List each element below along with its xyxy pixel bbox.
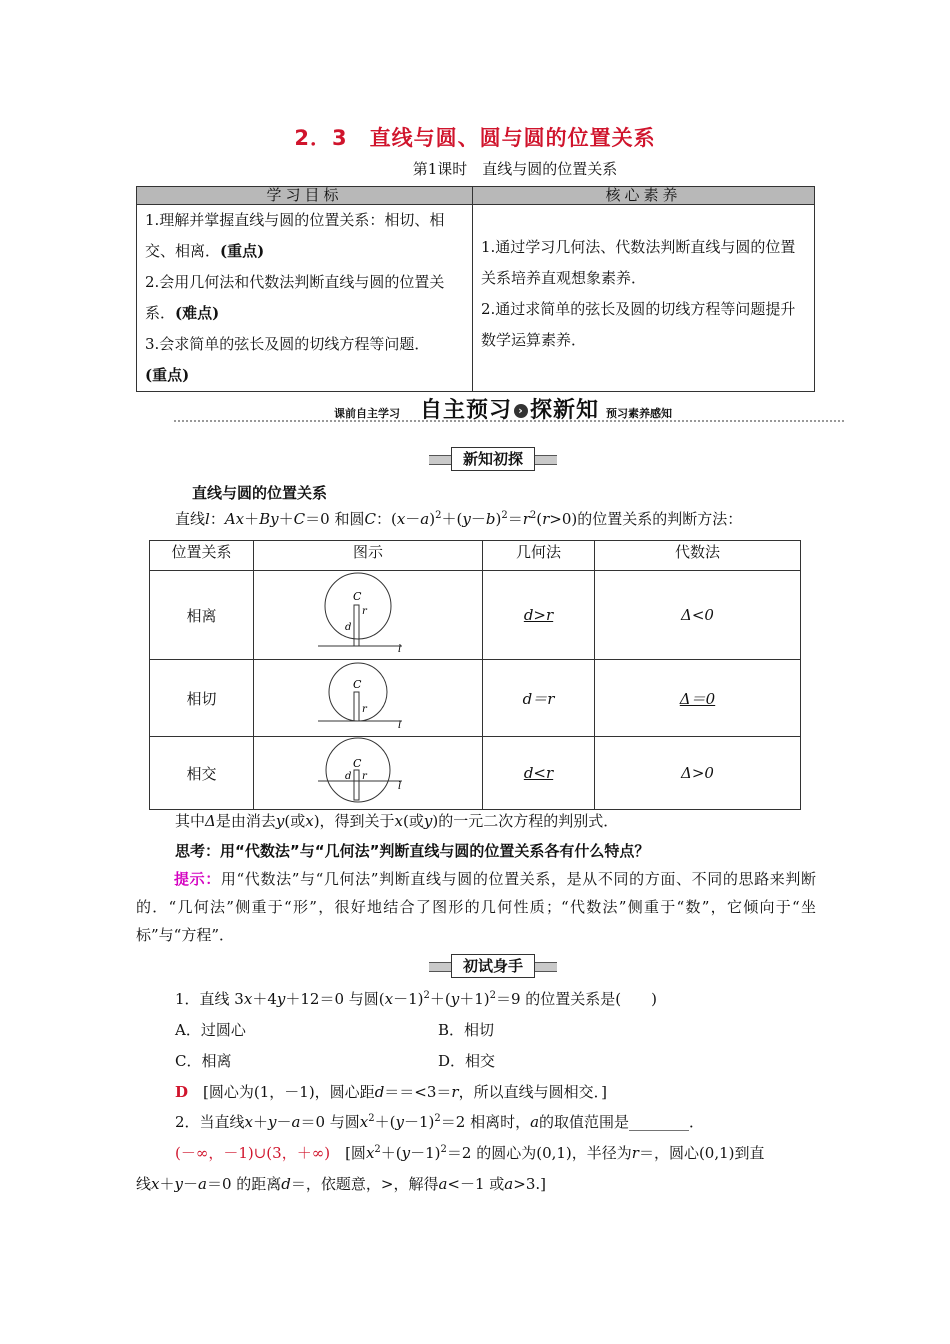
t: － bbox=[182, 1175, 198, 1193]
discriminant-note bbox=[175, 810, 618, 831]
t: r bbox=[522, 510, 530, 528]
label-c: C bbox=[353, 678, 362, 691]
goal-tag-1: (重点) bbox=[220, 242, 265, 260]
t: <－1 或 bbox=[447, 1175, 505, 1193]
t: － bbox=[405, 510, 421, 528]
label-l: l bbox=[398, 644, 402, 654]
t: r bbox=[631, 1144, 639, 1162]
goal-tag-3: (重点) bbox=[145, 366, 190, 384]
label-r: r bbox=[362, 771, 367, 782]
relation-tangent: 相切 bbox=[150, 660, 254, 737]
t: C bbox=[293, 510, 306, 528]
goals-left-cell bbox=[137, 205, 473, 392]
question-2-stem bbox=[175, 1111, 704, 1132]
t: )的一元二次方程的判别式． bbox=[432, 812, 619, 830]
t: Ax bbox=[224, 510, 245, 528]
t: (或 bbox=[284, 812, 306, 830]
t: 2 bbox=[489, 990, 496, 1001]
goal-item-2: 2.会用几何法和代数法判断直线与圆的位置关系． bbox=[145, 273, 445, 322]
t: d bbox=[374, 1083, 385, 1101]
t: 2 bbox=[368, 1113, 375, 1124]
geometric-intersect-text: d<r bbox=[523, 764, 554, 782]
t: ( bbox=[536, 510, 543, 528]
t: y bbox=[174, 1175, 183, 1193]
banner-main-text bbox=[420, 393, 599, 424]
option-c: C．相离 bbox=[175, 1052, 232, 1070]
banner-main-a: 自主预习 bbox=[420, 398, 513, 423]
section-label-first-try bbox=[429, 956, 557, 976]
section2-text: 初试身手 bbox=[451, 954, 535, 978]
label-d: d bbox=[345, 622, 352, 633]
label-r: r bbox=[362, 606, 367, 617]
banner-left-text: 课前自主学习 bbox=[334, 407, 400, 420]
t: x bbox=[365, 1144, 375, 1162]
t: ＝9 的位置关系是( ) bbox=[496, 990, 658, 1008]
question-1-answer bbox=[175, 1081, 607, 1102]
t: ＋ bbox=[244, 510, 260, 528]
banner-main-b: 探新知 bbox=[530, 398, 600, 423]
hint-text: 用“代数法”与“几何法”判断直线与圆的位置关系，是从不同的方面、不同的思路来判断的．“几何法”侧重于“形”，很好地结合了图形的几何性质；“代数法”侧重于“数”，它倾向于“坐标”与“方程”． bbox=[136, 870, 816, 944]
t: y bbox=[401, 1144, 411, 1162]
t: a bbox=[504, 1175, 514, 1193]
t: ＝＝<3＝ bbox=[384, 1083, 452, 1101]
relation-intersect: 相交 bbox=[150, 737, 254, 810]
t: y bbox=[268, 1113, 277, 1131]
t: a bbox=[198, 1175, 207, 1193]
page-subtitle: 第1课时 直线与圆的位置关系 bbox=[412, 160, 618, 178]
t: r bbox=[451, 1083, 459, 1101]
t: x bbox=[384, 990, 394, 1008]
t: y bbox=[275, 812, 285, 830]
t: a bbox=[530, 1113, 540, 1131]
algebraic-intersect bbox=[595, 737, 801, 810]
t: ＋1) bbox=[459, 990, 490, 1008]
t: ＋( bbox=[441, 510, 463, 528]
t: r bbox=[542, 510, 550, 528]
t: ，所以直线与圆相交．] bbox=[458, 1083, 607, 1101]
literacy-item-1: 1.通过学习几何法、代数法判断直线与圆的位置关系培养直观想象素养． bbox=[481, 238, 796, 287]
t: ＝2 相离时， bbox=[440, 1113, 531, 1131]
t: ＝2 的圆心为(0,1)，半径为 bbox=[446, 1144, 632, 1162]
topic-heading: 直线与圆的位置关系 bbox=[192, 484, 328, 502]
t: 线 bbox=[136, 1175, 152, 1193]
t: ＝0 和圆 bbox=[305, 510, 365, 528]
col-geometric: 几何法 bbox=[483, 541, 595, 571]
t: 的取值范围是________． bbox=[539, 1113, 705, 1131]
table-row bbox=[150, 737, 801, 810]
literacy-item-2: 2.通过求简单的弦长及圆的切线方程等问题提升数学运算素养． bbox=[481, 300, 796, 349]
t: ＝，圆心(0,1)到直 bbox=[638, 1144, 765, 1162]
t: a bbox=[291, 1113, 301, 1131]
distance-bar bbox=[354, 605, 359, 646]
t: (或 bbox=[403, 812, 424, 830]
goals-right-cell bbox=[473, 205, 815, 392]
relation-separate: 相离 bbox=[150, 571, 254, 660]
label-r: r bbox=[362, 704, 367, 715]
question-1-stem bbox=[175, 988, 657, 1009]
option-b: B．相切 bbox=[438, 1021, 495, 1039]
geometric-separate-text: d>r bbox=[523, 606, 554, 624]
option-a: A．过圆心 bbox=[175, 1021, 246, 1039]
algebraic-separate-text: Δ<0 bbox=[681, 606, 714, 624]
hint-label: 提示： bbox=[174, 870, 221, 888]
t: C bbox=[364, 510, 376, 528]
answer-letter: D bbox=[175, 1083, 189, 1101]
t: 直线 bbox=[175, 510, 206, 528]
t: x bbox=[394, 812, 404, 830]
t: 2 bbox=[440, 1144, 447, 1155]
algebraic-separate bbox=[595, 571, 801, 660]
t: ＋ bbox=[278, 510, 294, 528]
t: [圆 bbox=[345, 1144, 366, 1162]
t: －1) bbox=[403, 1113, 435, 1131]
algebraic-tangent-text: Δ＝0 bbox=[679, 689, 716, 708]
t: ＝0 与圆 bbox=[300, 1113, 360, 1131]
t: ＋4 bbox=[252, 990, 277, 1008]
position-table-header bbox=[150, 541, 801, 571]
t: x bbox=[244, 1113, 254, 1131]
answer-range: (－∞，－1)∪(3，＋∞) bbox=[175, 1144, 331, 1162]
goal-item-3: 3.会求简单的弦长及圆的切线方程等问题． bbox=[145, 335, 430, 353]
t: y bbox=[395, 1113, 404, 1131]
t: ＋12＝0 与圆( bbox=[285, 990, 385, 1008]
geometric-separate bbox=[483, 571, 595, 660]
goals-header-right: 核心素养 bbox=[473, 187, 815, 205]
t: 2 bbox=[434, 1113, 441, 1124]
intersect-figure-diagram bbox=[318, 737, 418, 805]
t: 1．直线 3 bbox=[175, 990, 244, 1008]
t: －1) bbox=[410, 1144, 441, 1162]
label-l: l bbox=[398, 720, 402, 730]
t: ＋ bbox=[253, 1113, 269, 1131]
t: 其中 bbox=[175, 812, 206, 830]
t: －1) bbox=[393, 990, 424, 1008]
t: y bbox=[462, 510, 471, 528]
t: x bbox=[243, 990, 253, 1008]
t: ：( bbox=[375, 510, 397, 528]
t: ＝0 的距离 bbox=[206, 1175, 282, 1193]
t: Δ bbox=[205, 812, 216, 830]
hint-paragraph bbox=[136, 865, 816, 949]
t: a bbox=[438, 1175, 448, 1193]
t: 2 bbox=[423, 990, 430, 1001]
t: 2．当直线 bbox=[175, 1113, 245, 1131]
circle-shape bbox=[325, 573, 391, 639]
goal-tag-2: (难点) bbox=[175, 304, 220, 322]
separate-figure-diagram bbox=[318, 572, 418, 654]
algebraic-tangent bbox=[595, 660, 801, 737]
table-row bbox=[150, 660, 801, 737]
t: － bbox=[470, 510, 486, 528]
think-question: 思考：用“代数法”与“几何法”判断直线与圆的位置关系各有什么特点？ bbox=[175, 842, 650, 860]
t: 2 bbox=[435, 510, 442, 521]
geometric-tangent-text: d＝r bbox=[522, 689, 555, 708]
t: b bbox=[485, 510, 496, 528]
t: y bbox=[450, 990, 460, 1008]
col-relation: 位置关系 bbox=[150, 541, 254, 571]
geometric-tangent bbox=[483, 660, 595, 737]
t: ＋( bbox=[374, 1113, 396, 1131]
page-title: 2．3 直线与圆、圆与圆的位置关系 bbox=[294, 126, 656, 150]
t: 2 bbox=[529, 510, 537, 521]
t: [圆心为(1，－1)，圆心距 bbox=[203, 1083, 375, 1101]
section-label-new-knowledge bbox=[429, 449, 557, 469]
t: － bbox=[276, 1113, 292, 1131]
t: ： bbox=[209, 510, 225, 528]
banner-right-text: 预习素养感知 bbox=[606, 407, 672, 420]
col-algebraic: 代数法 bbox=[595, 541, 801, 571]
label-c: C bbox=[353, 590, 362, 603]
t: ＝ bbox=[507, 510, 523, 528]
t: l bbox=[205, 510, 210, 528]
t: ) bbox=[429, 510, 436, 528]
tangent-figure-diagram bbox=[318, 662, 418, 730]
t: >0)的位置关系的判断方法： bbox=[549, 510, 743, 528]
geometric-intersect bbox=[483, 737, 595, 810]
t: a bbox=[420, 510, 430, 528]
table-row bbox=[150, 571, 801, 660]
position-relation-table bbox=[149, 540, 801, 810]
goal-item-1: 1.理解并掌握直线与圆的位置关系：相切、相交、相离． bbox=[145, 211, 445, 260]
t: x bbox=[359, 1113, 369, 1131]
figure-tangent bbox=[254, 660, 483, 737]
goals-header-left: 学习目标 bbox=[137, 187, 473, 205]
figure-separate bbox=[254, 571, 483, 660]
section1-text: 新知初探 bbox=[451, 447, 535, 471]
t: 2 bbox=[501, 510, 508, 521]
option-d: D．相交 bbox=[438, 1052, 496, 1070]
question-2-answer-line2 bbox=[136, 1173, 546, 1194]
t: )，得到关于 bbox=[313, 812, 395, 830]
chevron-icon: › bbox=[514, 404, 528, 418]
col-figure: 图示 bbox=[254, 541, 483, 571]
t: x bbox=[305, 812, 314, 830]
t: ) bbox=[495, 510, 502, 528]
t: >3.] bbox=[513, 1175, 546, 1193]
figure-intersect bbox=[254, 737, 483, 810]
t: y bbox=[423, 812, 433, 830]
t: By bbox=[259, 510, 279, 528]
label-l: l bbox=[398, 781, 402, 792]
section-banner bbox=[174, 393, 844, 425]
algebraic-intersect-text: Δ>0 bbox=[681, 764, 714, 782]
t: 2 bbox=[374, 1144, 381, 1155]
t: x bbox=[151, 1175, 160, 1193]
t: 是由消去 bbox=[215, 812, 276, 830]
label-c: C bbox=[353, 757, 362, 770]
question-2-answer-line1 bbox=[175, 1142, 765, 1163]
t: ＝，依题意，>，解得 bbox=[290, 1175, 439, 1193]
intro-line bbox=[175, 508, 742, 529]
distance-bar bbox=[354, 770, 359, 800]
label-d: d bbox=[345, 771, 352, 782]
goals-table bbox=[136, 186, 815, 392]
t: x bbox=[396, 510, 406, 528]
t: d bbox=[281, 1175, 291, 1193]
distance-bar bbox=[354, 692, 359, 721]
t: ＋( bbox=[380, 1144, 402, 1162]
t: ＋( bbox=[429, 990, 451, 1008]
t: y bbox=[276, 990, 286, 1008]
t: ＋ bbox=[159, 1175, 175, 1193]
